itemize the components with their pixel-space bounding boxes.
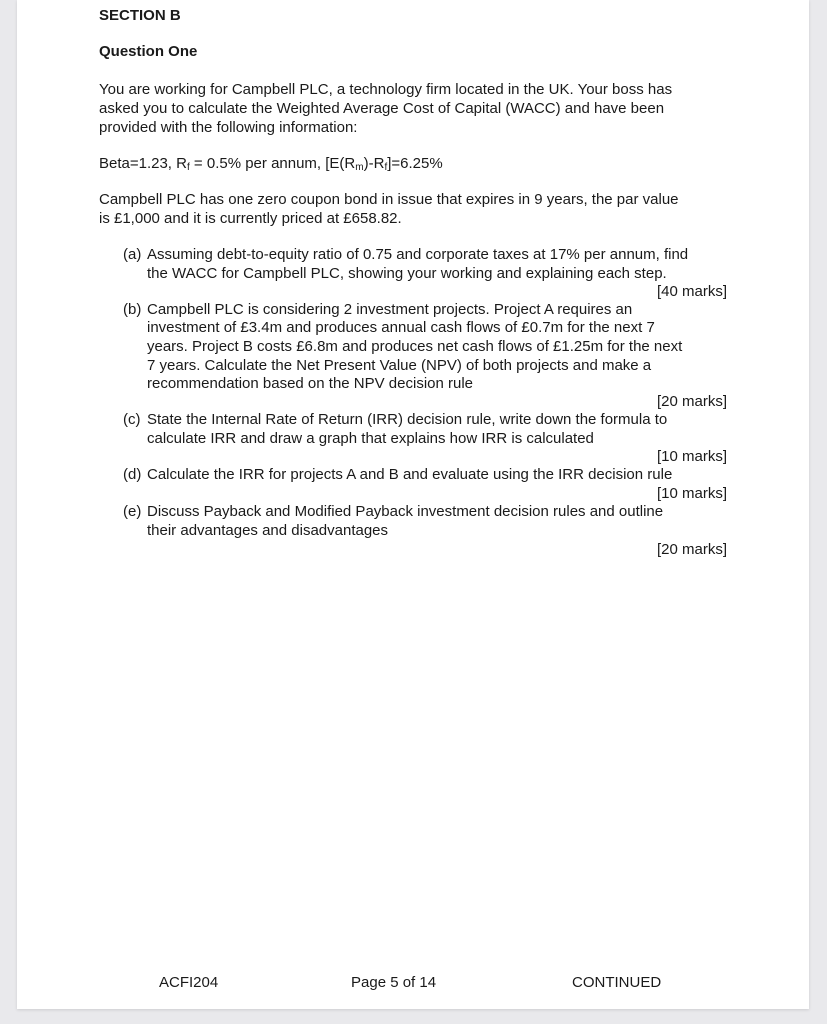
- part-e-label: (e): [123, 503, 142, 520]
- part-d-label: (d): [123, 466, 142, 483]
- part-a-label: (a): [123, 246, 142, 263]
- document-page: [17, 0, 809, 1009]
- part-b-marks: [20 marks]: [656, 393, 727, 410]
- footer-continued: CONTINUED: [572, 974, 662, 991]
- part-a-line: the WACC for Campbell PLC, showing your working and explaining each step.: [147, 265, 667, 282]
- part-b-label: (b): [123, 301, 142, 318]
- part-e-marks: [20 marks]: [656, 541, 727, 558]
- part-e-line: their advantages and disadvantages: [147, 522, 389, 539]
- part-c-line: calculate IRR and draw a graph that explains how IRR is calculated: [147, 430, 594, 447]
- part-b-line: (b) Campbell PLC is considering 2 investment projects. Project A requires an: [123, 301, 633, 318]
- part-d-marks: [10 marks]: [656, 485, 727, 502]
- section-title: SECTION B: [99, 7, 181, 24]
- intro-line: asked you to calculate the Weighted Average Cost of Capital (WACC) and have been: [99, 100, 665, 117]
- part-e-line: (e) Discuss Payback and Modified Payback investment decision rules and outline: [123, 503, 664, 520]
- bond-line: Campbell PLC has one zero coupon bond in issue that expires in 9 years, the par value: [99, 191, 679, 208]
- part-c-label: (c): [123, 411, 141, 428]
- footer-page-number: Page 5 of 14: [351, 974, 437, 991]
- part-b-line: investment of £3.4m and produces annual cash flows of £0.7m for the next 7: [147, 319, 655, 336]
- given-data-line: Beta=1.23, $R_f = 0.5\%$ per annum, $[E(R_m)-R_f]=6.25\%$: [99, 155, 443, 173]
- intro-line: provided with the following information:: [99, 119, 358, 136]
- bond-paragraph: [99, 190, 749, 228]
- part-b-line: recommendation based on the NPV decision rule: [147, 375, 474, 392]
- part-a-marks: [40 marks]: [656, 283, 727, 300]
- intro-paragraph: [99, 80, 749, 137]
- footer-course-code: ACFI204: [159, 974, 219, 991]
- part-b-line: 7 years. Calculate the Net Present Value (NPV) of both projects and make a: [147, 357, 652, 374]
- part-a-line: (a) Assuming debt-to-equity ratio of 0.75 and corporate taxes at 17% per annum, find: [123, 246, 689, 263]
- intro-line: You are working for Campbell PLC, a technology firm located in the UK. Your boss has: [99, 81, 673, 98]
- part-c-marks: [10 marks]: [656, 448, 727, 465]
- part-c-line: (c) State the Internal Rate of Return (IRR) decision rule, write down the formula to: [123, 411, 668, 428]
- question-title: Question One: [99, 43, 198, 60]
- part-b-line: years. Project B costs £6.8m and produces net cash flows of £1.25m for the next: [147, 338, 683, 355]
- bond-line: is £1,000 and it is currently priced at £658.82.: [99, 210, 402, 227]
- part-d-line: (d) Calculate the IRR for projects A and B and evaluate using the IRR decision rule: [123, 466, 673, 483]
